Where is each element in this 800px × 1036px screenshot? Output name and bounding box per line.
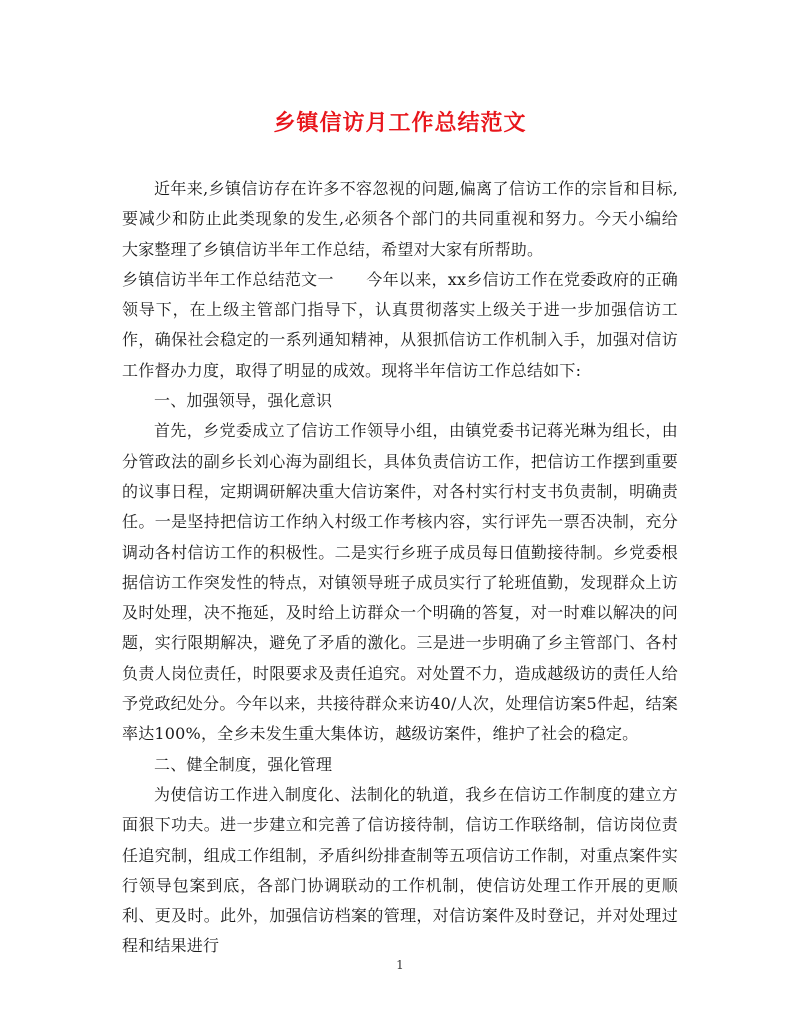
- body-paragraph-one: 首先，乡党委成立了信访工作领导小组，由镇党委书记蒋光琳为组长，由分管政法的副乡长刘心海为副组长，具体负责信访工作，把信访工作摆到重要的议事日程，定期调研解决重大信访案件，对各村实行村支书负责制，明确责任。一是坚持把信访工作纳入村级工作考核内容，实行评先一票否决制，充分调动各村信访工作的积极性。二是实行乡班子成员每日值勤接待制。乡党委根据信访工作突发性的特点，对镇领导班子成员实行了轮班值勤，发现群众上访及时处理，决不拖延，及时给上访群众一个明确的答复，对一时难以解决的问题，实行限期解决，避免了矛盾的激化。三是进一步明确了乡主管部门、各村负责人岗位责任，时限要求及责任追究。对处置不力，造成越级访的责任人给予党政纪处分。今年以来，共接待群众来访40/人次，处理信访案5件起，结案率达100%，全乡未发生重大集体访，越级访案件，维护了社会的稳定。: [122, 421, 678, 744]
- document-body: [122, 174, 678, 962]
- intro-paragraph: 近年来,乡镇信访存在许多不容忽视的问题,偏离了信访工作的宗旨和目标,要减少和防止此类现象的发生,必须各个部门的共同重视和努力。今天小编给大家整理了乡镇信访半年工作总结，希望对大家有所帮助。: [122, 179, 678, 259]
- section-intro-paragraph: 乡镇信访半年工作总结范文一 今年以来，xx乡信访工作在党委政府的正确领导下，在上级主管部门指导下，认真贯彻落实上级关于进一步加强信访工作，确保社会稳定的一系列通知精神，从狠抓信访工作机制入手，加强对信访工作督办力度，取得了明显的成效。现将半年信访工作总结如下:: [122, 269, 678, 380]
- heading-one: 一、加强领导，强化意识: [154, 391, 333, 411]
- page-number: 1: [396, 958, 404, 972]
- document-title: 乡镇信访月工作总结范文: [273, 110, 527, 136]
- body-paragraph-two: 为使信访工作进入制度化、法制化的轨道，我乡在信访工作制度的建立方面狠下功夫。进一步建立和完善了信访接待制，信访工作联络制，信访岗位责任追究制，组成工作组制，矛盾纠纷排查制等五项信访工作制，对重点案件实行领导包案到底，各部门协调联动的工作机制，使信访处理工作开展的更顺利、更及时。此外，加强信访档案的管理，对信访案件及时登记，并对处理过程和结果进行: [122, 784, 678, 956]
- heading-two: 二、健全制度，强化管理: [154, 754, 333, 774]
